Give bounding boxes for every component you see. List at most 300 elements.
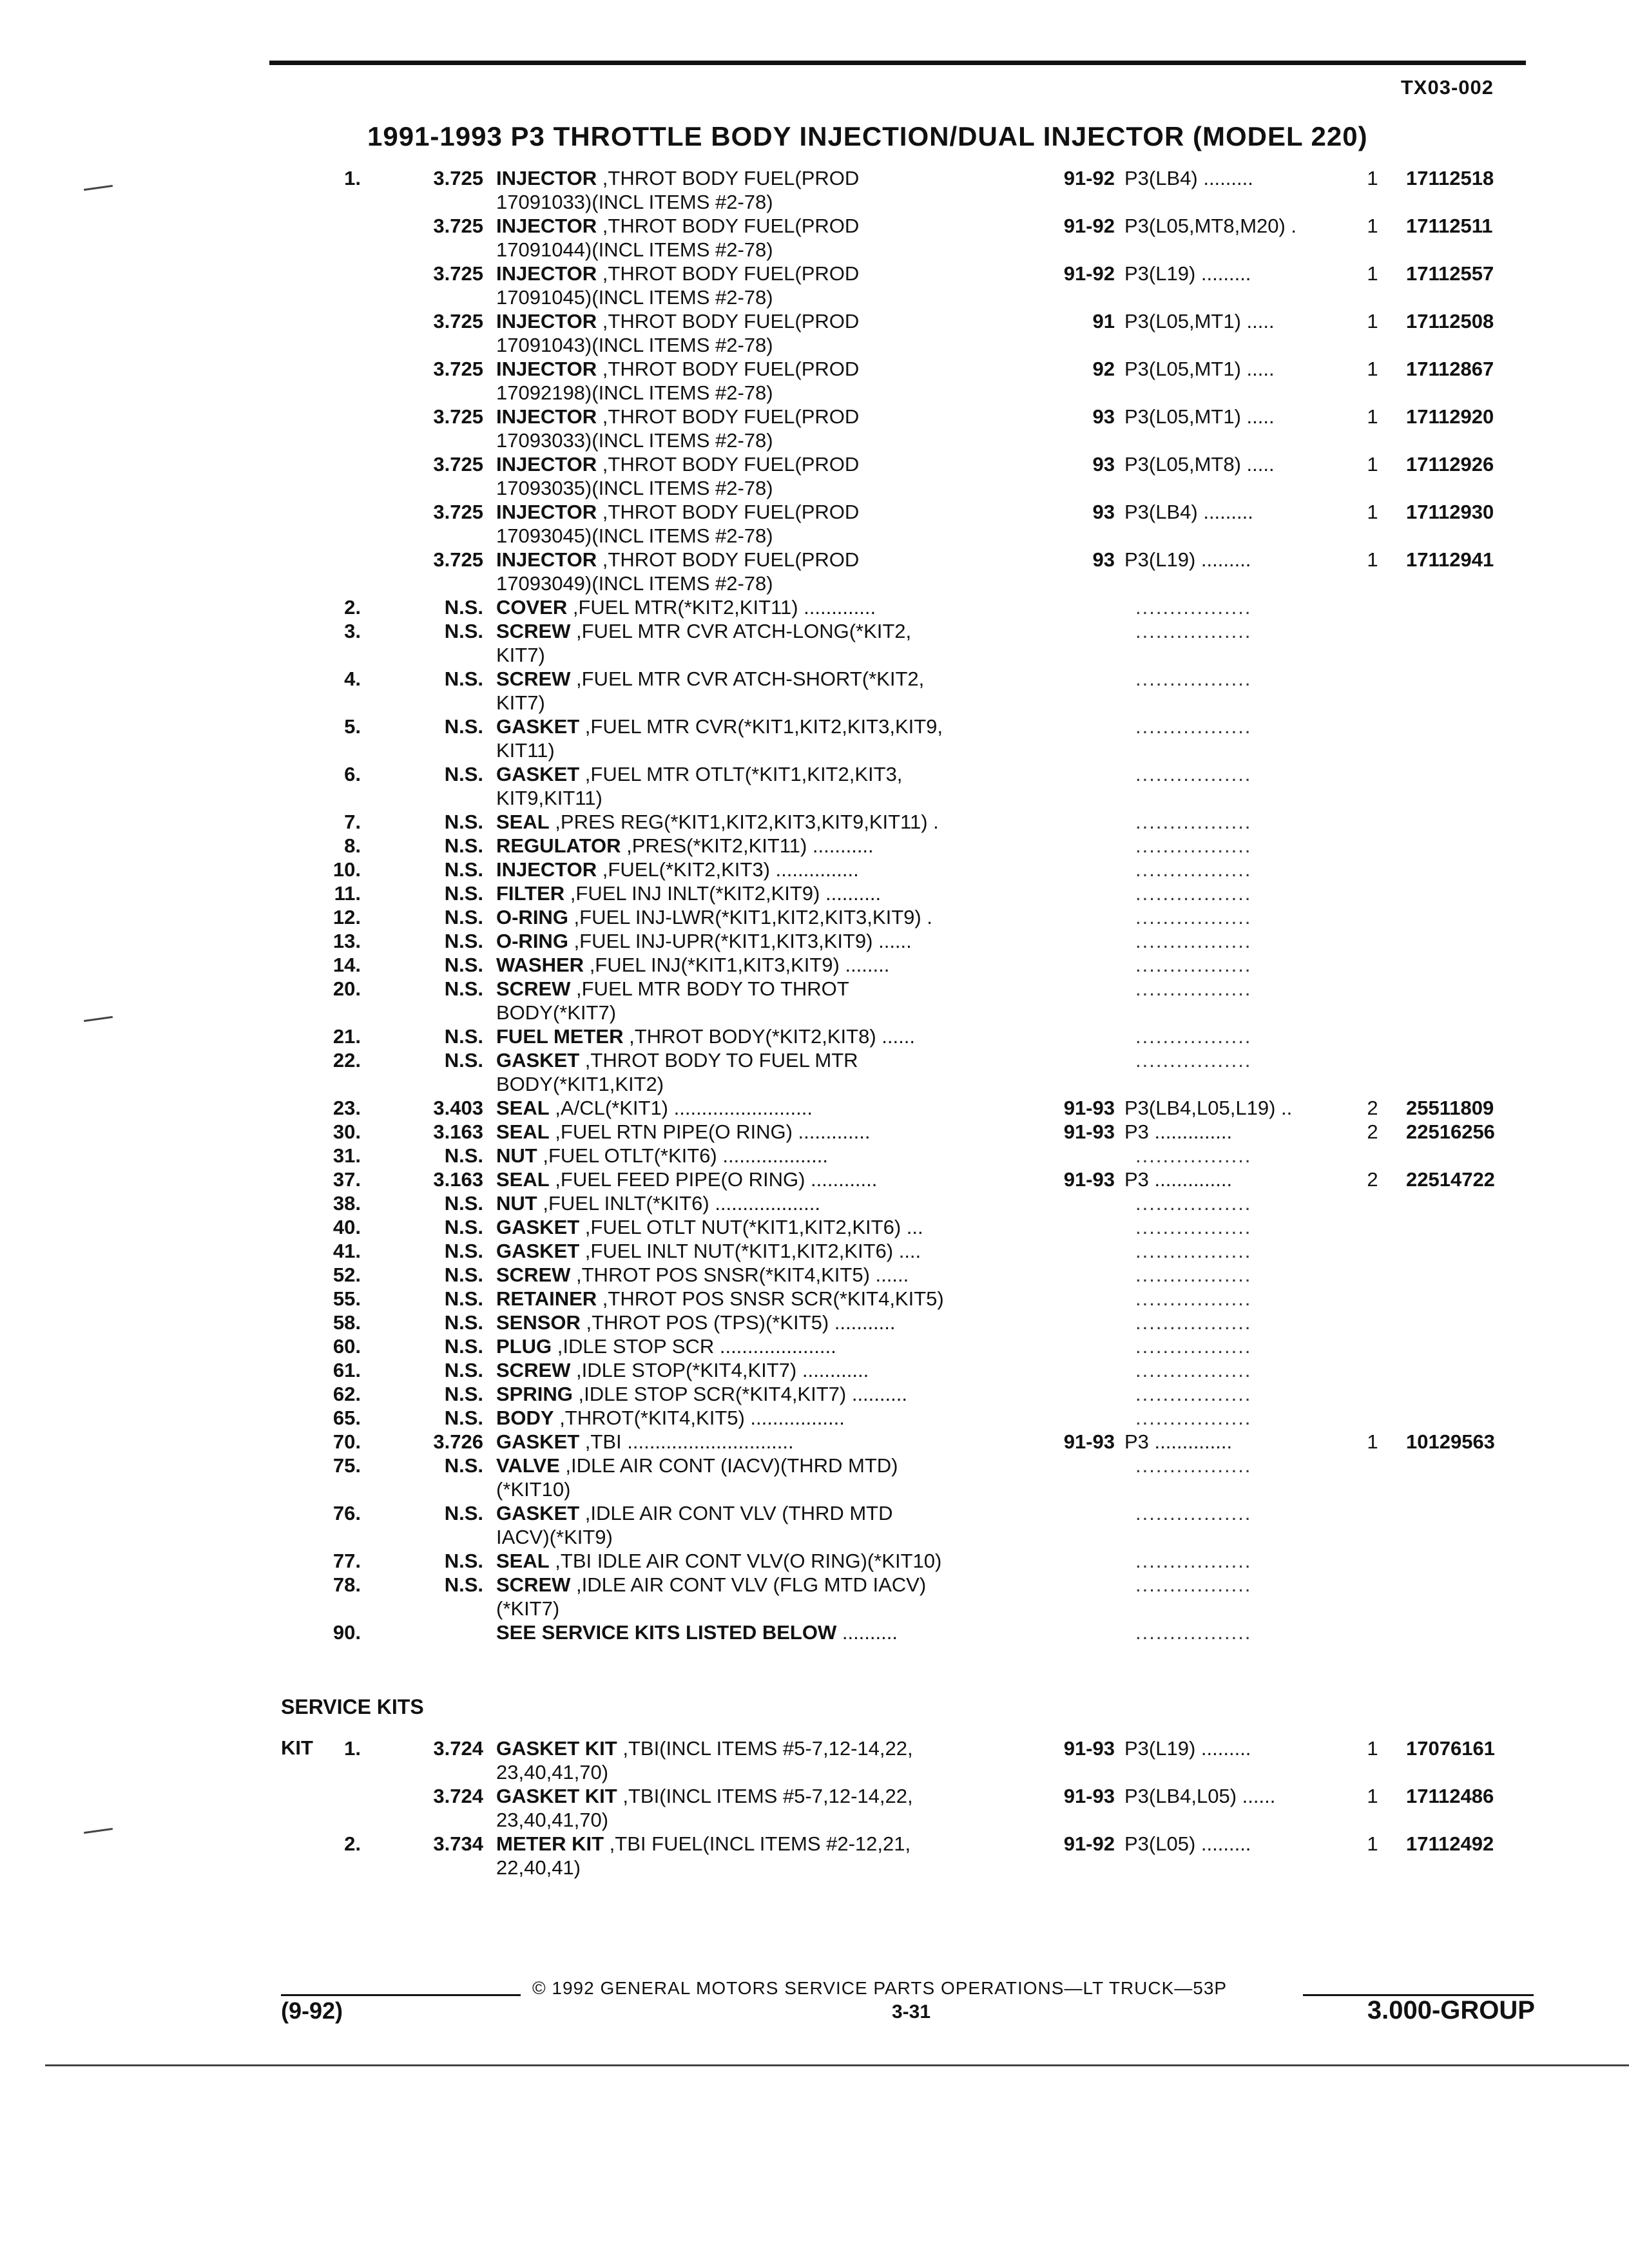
part-name: GASKET (496, 1216, 580, 1238)
item-number: 40. (333, 1216, 361, 1238)
part-description (496, 1168, 1037, 1191)
part-detail: ,THROT BODY FUEL(PROD (597, 548, 860, 571)
item-number: 7. (344, 811, 361, 833)
part-detail: ,FUEL RTN PIPE(O RING) ............. (549, 1120, 871, 1143)
part-name: GASKET KIT (496, 1737, 617, 1760)
group-number: 3.725 (433, 310, 483, 332)
part-detail-continued: KIT7) (496, 644, 545, 666)
item-number: 41. (333, 1240, 361, 1262)
part-name: O-RING (496, 906, 568, 928)
part-number: 17076161 (1406, 1737, 1495, 1760)
part-number: 17112486 (1406, 1785, 1494, 1807)
group-number: N.S. (444, 1550, 483, 1572)
document-code: TX03-002 (1400, 76, 1494, 99)
quantity: 1 (1367, 1430, 1378, 1453)
item-number: 31. (333, 1144, 361, 1167)
part-description (496, 905, 1037, 929)
group-number: N.S. (444, 1264, 483, 1286)
quantity: 1 (1367, 167, 1378, 189)
quantity: 1 (1367, 215, 1378, 237)
item-number: 90. (333, 1621, 361, 1644)
part-name: SCREW (496, 977, 571, 1000)
part-detail: ,THROT BODY FUEL(PROD (597, 501, 860, 523)
part-number: 10129563 (1406, 1430, 1495, 1453)
leader-dots: ................. (1135, 906, 1252, 928)
model-years: 91 (1092, 310, 1115, 332)
service-kits-heading: SERVICE KITS (281, 1695, 424, 1718)
quantity: 1 (1367, 1785, 1378, 1807)
item-number: 2. (344, 1832, 361, 1855)
part-detail: ,FUEL MTR CVR ATCH-SHORT(*KIT2, (570, 668, 925, 690)
part-detail-continued: 23,40,41,70) (496, 1809, 609, 1831)
item-number: 62. (333, 1383, 361, 1405)
group-number: N.S. (444, 882, 483, 905)
part-name: GASKET (496, 1430, 580, 1453)
item-number: 23. (333, 1097, 361, 1119)
part-detail: ,THROT(*KIT4,KIT5) ................. (554, 1407, 845, 1429)
item-number: 77. (333, 1550, 361, 1572)
leader-dots: ................. (1135, 1502, 1252, 1524)
part-description (496, 1263, 1037, 1287)
quantity: 1 (1367, 548, 1378, 571)
part-detail: ,THROT POS SNSR SCR(*KIT4,KIT5) (597, 1287, 944, 1310)
part-detail: ,FUEL MTR OTLT(*KIT1,KIT2,KIT3, (579, 763, 903, 785)
group-number: 3.725 (433, 405, 483, 428)
model-codes: P3(L05) ......... (1124, 1832, 1251, 1855)
leader-dots: ................. (1135, 1407, 1252, 1429)
group-number: N.S. (444, 1025, 483, 1048)
part-name: SENSOR (496, 1311, 581, 1334)
part-detail: ,IDLE STOP(*KIT4,KIT7) ............ (570, 1359, 869, 1381)
quantity: 2 (1367, 1120, 1378, 1143)
item-number: 55. (333, 1287, 361, 1310)
item-number: 14. (333, 954, 361, 976)
part-detail: ,TBI FUEL(INCL ITEMS #2-12,21, (604, 1832, 911, 1855)
quantity: 1 (1367, 358, 1378, 380)
part-description (496, 929, 1037, 953)
part-detail-continued: 17093035)(INCL ITEMS #2-78) (496, 477, 773, 499)
part-description (496, 1120, 1037, 1144)
model-years: 91-92 (1063, 262, 1115, 285)
item-number: 75. (333, 1454, 361, 1477)
item-number: 21. (333, 1025, 361, 1048)
model-codes: P3(L19) ......... (1124, 1737, 1251, 1760)
part-name: VALVE (496, 1454, 560, 1477)
leader-dots: ................. (1135, 1287, 1252, 1310)
leader-dots: ................. (1135, 1621, 1252, 1644)
part-description (496, 1144, 1037, 1168)
group-number: N.S. (444, 977, 483, 1000)
part-name: WASHER (496, 954, 584, 976)
part-name: SCREW (496, 668, 571, 690)
group-number: 3.734 (433, 1832, 483, 1855)
group-number: N.S. (444, 930, 483, 952)
group-number: N.S. (444, 834, 483, 857)
part-name: SCREW (496, 620, 571, 642)
part-description (496, 1358, 1037, 1382)
leader-dots: ................. (1135, 1359, 1252, 1381)
leader-dots: ................. (1135, 1454, 1252, 1477)
quantity: 1 (1367, 1737, 1378, 1760)
model-codes: P3 .............. (1124, 1168, 1233, 1191)
leader-dots: ................. (1135, 1550, 1252, 1572)
item-number: 5. (344, 715, 361, 738)
part-number: 17112508 (1406, 310, 1494, 332)
part-detail: ,THROT BODY FUEL(PROD (597, 405, 860, 428)
leader-dots: ................. (1135, 811, 1252, 833)
group-number: N.S. (444, 1287, 483, 1310)
part-number: 17112518 (1406, 167, 1494, 189)
model-years: 91-92 (1063, 215, 1115, 237)
item-number: 22. (333, 1049, 361, 1072)
model-codes: P3(L05,MT8) ..... (1124, 453, 1275, 476)
part-description (496, 1784, 1037, 1832)
part-description (496, 595, 1037, 619)
part-name: GASKET KIT (496, 1785, 617, 1807)
part-detail: ,FUEL(*KIT2,KIT3) ............... (597, 858, 859, 881)
part-detail: ,THROT BODY FUEL(PROD (597, 262, 860, 285)
part-name: INJECTOR (496, 858, 597, 881)
part-name: SEAL (496, 1168, 550, 1191)
group-number: N.S. (444, 1573, 483, 1596)
leader-dots: ................. (1135, 977, 1252, 1000)
part-detail-continued: IACV)(*KIT9) (496, 1526, 613, 1548)
part-detail-continued: (*KIT10) (496, 1478, 571, 1501)
group-number: N.S. (444, 596, 483, 619)
model-years: 91-92 (1063, 167, 1115, 189)
scan-mark (84, 1828, 113, 1834)
part-detail: ,PRES(*KIT2,KIT11) ........... (621, 834, 874, 857)
group-number: 3.725 (433, 262, 483, 285)
part-detail: ,THROT BODY TO FUEL MTR (579, 1049, 858, 1072)
part-detail-continued: KIT9,KIT11) (496, 787, 602, 809)
part-detail: ,FUEL OTLT(*KIT6) ................... (537, 1144, 829, 1167)
group-number: N.S. (444, 1144, 483, 1167)
part-description (496, 1287, 1037, 1311)
group-number: N.S. (444, 811, 483, 833)
part-name: INJECTOR (496, 215, 597, 237)
part-name: GASKET (496, 1240, 580, 1262)
group-number: N.S. (444, 1335, 483, 1358)
part-name: SEAL (496, 1097, 550, 1119)
item-number: 10. (333, 858, 361, 881)
part-description (496, 214, 1037, 262)
model-codes: P3(LB4,L05) ...... (1124, 1785, 1276, 1807)
part-name: NUT (496, 1144, 537, 1167)
part-detail: ,THROT BODY FUEL(PROD (597, 453, 860, 476)
part-description (496, 1430, 1037, 1454)
part-detail: ,TBI(INCL ITEMS #5-7,12-14,22, (617, 1785, 913, 1807)
group-number: N.S. (444, 668, 483, 690)
part-number: 17112557 (1406, 262, 1494, 285)
copyright-line: © 1992 GENERAL MOTORS SERVICE PARTS OPERATIONS—LT TRUCK—53P (532, 1978, 1228, 1998)
part-detail: ,FUEL MTR BODY TO THROT (570, 977, 849, 1000)
part-detail: ,FUEL MTR(*KIT2,KIT11) ............. (567, 596, 876, 619)
leader-dots: ................. (1135, 1240, 1252, 1262)
part-name: INJECTOR (496, 405, 597, 428)
group-number: N.S. (444, 1502, 483, 1524)
part-name: RETAINER (496, 1287, 597, 1310)
item-number: 2. (344, 596, 361, 619)
model-codes: P3(L05,MT8,M20) . (1124, 215, 1297, 237)
part-description (496, 977, 1037, 1024)
part-description (496, 1191, 1037, 1215)
group-number: N.S. (444, 954, 483, 976)
part-detail: ,IDLE STOP SCR ..................... (552, 1335, 836, 1358)
model-codes: P3 .............. (1124, 1120, 1233, 1143)
part-number: 17112867 (1406, 358, 1494, 380)
group-number: N.S. (444, 715, 483, 738)
part-description (496, 881, 1037, 905)
scan-mark (84, 1016, 113, 1022)
part-description (496, 1382, 1037, 1406)
part-description (496, 1736, 1037, 1784)
part-detail: ,FUEL FEED PIPE(O RING) ............ (549, 1168, 878, 1191)
part-description (496, 166, 1037, 214)
part-name: SCREW (496, 1264, 571, 1286)
part-detail-continued: 22,40,41) (496, 1856, 581, 1879)
model-codes: P3(L19) ......... (1124, 548, 1251, 571)
model-years: 91-93 (1063, 1430, 1115, 1453)
part-detail-continued: 23,40,41,70) (496, 1761, 609, 1783)
item-number: 13. (333, 930, 361, 952)
quantity: 1 (1367, 453, 1378, 476)
part-description (496, 262, 1037, 309)
part-detail: ,THROT POS (TPS)(*KIT5) ........... (580, 1311, 896, 1334)
part-name: SCREW (496, 1573, 571, 1596)
part-name: FUEL METER (496, 1025, 624, 1048)
item-number: 52. (333, 1264, 361, 1286)
group-number: N.S. (444, 1240, 483, 1262)
model-years: 93 (1092, 501, 1115, 523)
part-detail: ,A/CL(*KIT1) ......................... (549, 1097, 813, 1119)
part-number: 22516256 (1406, 1120, 1495, 1143)
part-detail: ,TBI IDLE AIR CONT VLV(O RING)(*KIT10) (549, 1550, 942, 1572)
quantity: 1 (1367, 262, 1378, 285)
part-detail: ,FUEL INLT(*KIT6) ................... (537, 1192, 820, 1215)
part-name: INJECTOR (496, 262, 597, 285)
item-number: 61. (333, 1359, 361, 1381)
model-codes: P3(LB4) ......... (1124, 167, 1253, 189)
group-number: N.S. (444, 763, 483, 785)
part-detail: ,IDLE STOP SCR(*KIT4,KIT7) .......... (572, 1383, 907, 1405)
part-name: SEAL (496, 1550, 550, 1572)
page-number: 3-31 (892, 2001, 931, 2023)
part-name: INJECTOR (496, 310, 597, 332)
quantity: 1 (1367, 310, 1378, 332)
group-number: N.S. (444, 1311, 483, 1334)
model-years: 92 (1092, 358, 1115, 380)
item-number: 78. (333, 1573, 361, 1596)
part-detail-continued: 17093045)(INCL ITEMS #2-78) (496, 524, 773, 547)
leader-dots: ................. (1135, 834, 1252, 857)
group-number: 3.724 (433, 1785, 483, 1807)
part-description (496, 1454, 1037, 1501)
part-detail-continued: KIT7) (496, 691, 545, 714)
part-description (496, 1620, 1037, 1644)
part-description (496, 1215, 1037, 1239)
part-description (496, 405, 1037, 452)
part-name: GASKET (496, 763, 580, 785)
part-number: 17112930 (1406, 501, 1494, 523)
part-detail: ,TBI(INCL ITEMS #5-7,12-14,22, (617, 1737, 913, 1760)
group-number: 3.725 (433, 548, 483, 571)
group-number: 3.725 (433, 215, 483, 237)
group-number: N.S. (444, 906, 483, 928)
group-number: 3.725 (433, 358, 483, 380)
part-description (496, 858, 1037, 881)
top-rule (269, 61, 1526, 65)
model-years: 91-93 (1063, 1120, 1115, 1143)
leader-dots: ................. (1135, 1311, 1252, 1334)
part-name: COVER (496, 596, 568, 619)
group-number: 3.163 (433, 1168, 483, 1191)
model-years: 91-93 (1063, 1785, 1115, 1807)
part-name: METER KIT (496, 1832, 604, 1855)
leader-dots: ................. (1135, 1573, 1252, 1596)
part-name: INJECTOR (496, 548, 597, 571)
footer-rule-left (281, 1994, 521, 1996)
group-number: N.S. (444, 1192, 483, 1215)
part-detail: ,TBI .............................. (579, 1430, 794, 1453)
part-detail: ,FUEL MTR CVR(*KIT1,KIT2,KIT3,KIT9, (579, 715, 943, 738)
part-detail-continued: 17093049)(INCL ITEMS #2-78) (496, 572, 773, 595)
part-detail-continued: BODY(*KIT1,KIT2) (496, 1073, 664, 1095)
model-codes: P3(L05,MT1) ..... (1124, 405, 1275, 428)
part-detail-continued: 17093033)(INCL ITEMS #2-78) (496, 429, 773, 452)
leader-dots: ................. (1135, 620, 1252, 642)
model-codes: P3(L05,MT1) ..... (1124, 310, 1275, 332)
part-detail-continued: 17091044)(INCL ITEMS #2-78) (496, 238, 773, 261)
part-description (496, 834, 1037, 858)
part-description (496, 762, 1037, 810)
part-detail: ,THROT BODY FUEL(PROD (597, 310, 860, 332)
part-detail: ,THROT BODY FUEL(PROD (597, 167, 860, 189)
part-detail-continued: BODY(*KIT7) (496, 1001, 617, 1024)
part-description (496, 452, 1037, 500)
part-detail-continued: 17091045)(INCL ITEMS #2-78) (496, 286, 773, 309)
quantity: 1 (1367, 501, 1378, 523)
model-years: 91-93 (1063, 1737, 1115, 1760)
part-name: NUT (496, 1192, 537, 1215)
part-description (496, 1334, 1037, 1358)
scan-mark (84, 185, 113, 191)
item-number: 12. (333, 906, 361, 928)
item-number: 38. (333, 1192, 361, 1215)
part-number: 17112511 (1406, 215, 1493, 237)
leader-dots: ................. (1135, 1144, 1252, 1167)
model-years: 91-93 (1063, 1168, 1115, 1191)
part-name: REGULATOR (496, 834, 621, 857)
model-years: 91-92 (1063, 1832, 1115, 1855)
group-number: N.S. (444, 620, 483, 642)
part-detail: ,FUEL INJ INLT(*KIT2,KIT9) .......... (564, 882, 882, 905)
part-description (496, 1024, 1037, 1048)
model-codes: P3(LB4) ......... (1124, 501, 1253, 523)
part-description (496, 953, 1037, 977)
leader-dots: ................. (1135, 930, 1252, 952)
part-number: 17112941 (1406, 548, 1494, 571)
part-name: O-RING (496, 930, 568, 952)
model-codes: P3(L05,MT1) ..... (1124, 358, 1275, 380)
part-name: GASKET (496, 1049, 580, 1072)
part-name: PLUG (496, 1335, 552, 1358)
item-number: 30. (333, 1120, 361, 1143)
leader-dots: ................. (1135, 882, 1252, 905)
group-number: N.S. (444, 858, 483, 881)
part-detail: ,FUEL INJ(*KIT1,KIT3,KIT9) ........ (584, 954, 890, 976)
part-description (496, 309, 1037, 357)
part-description (496, 1311, 1037, 1334)
part-name: SCREW (496, 1359, 571, 1381)
leader-dots: ................. (1135, 1335, 1252, 1358)
part-number: 17112926 (1406, 453, 1494, 476)
part-description (496, 810, 1037, 834)
model-codes: P3(LB4,L05,L19) .. (1124, 1097, 1293, 1119)
group-number: N.S. (444, 1383, 483, 1405)
part-detail: ,FUEL INLT NUT(*KIT1,KIT2,KIT6) .... (579, 1240, 921, 1262)
part-description (496, 357, 1037, 405)
item-number: 4. (344, 668, 361, 690)
group-number: 3.000-GROUP (1367, 1996, 1535, 2024)
leader-dots: ................. (1135, 1049, 1252, 1072)
model-years: 93 (1092, 453, 1115, 476)
kit-label: KIT (281, 1736, 313, 1759)
part-detail: ,FUEL OTLT NUT(*KIT1,KIT2,KIT6) ... (579, 1216, 923, 1238)
leader-dots: ................. (1135, 596, 1252, 619)
model-years: 91-93 (1063, 1097, 1115, 1119)
item-number: 20. (333, 977, 361, 1000)
quantity: 2 (1367, 1168, 1378, 1191)
item-number: 1. (344, 167, 361, 189)
group-number: 3.163 (433, 1120, 483, 1143)
part-detail: ,FUEL INJ-LWR(*KIT1,KIT2,KIT3,KIT9) . (568, 906, 932, 928)
part-detail: ,FUEL INJ-UPR(*KIT1,KIT3,KIT9) ...... (568, 930, 912, 952)
item-number: 8. (344, 834, 361, 857)
revision-date: (9-92) (281, 1997, 343, 2024)
leader-dots: ................. (1135, 1264, 1252, 1286)
part-number: 22514722 (1406, 1168, 1495, 1191)
part-number: 17112920 (1406, 405, 1494, 428)
part-name: INJECTOR (496, 453, 597, 476)
part-detail-continued: KIT11) (496, 739, 555, 762)
leader-dots: ................. (1135, 1383, 1252, 1405)
group-number: N.S. (444, 1049, 483, 1072)
model-years: 93 (1092, 405, 1115, 428)
part-detail-continued: 17091033)(INCL ITEMS #2-78) (496, 191, 773, 213)
part-description (496, 1549, 1037, 1573)
group-number: 3.725 (433, 501, 483, 523)
model-codes: P3(L19) ......... (1124, 262, 1251, 285)
group-number: N.S. (444, 1359, 483, 1381)
part-description (496, 548, 1037, 595)
item-number: 70. (333, 1430, 361, 1453)
quantity: 1 (1367, 405, 1378, 428)
part-description (496, 667, 1037, 715)
part-detail-continued: (*KIT7) (496, 1597, 560, 1620)
part-description (496, 1501, 1037, 1549)
group-number: N.S. (444, 1407, 483, 1429)
group-number: N.S. (444, 1216, 483, 1238)
item-number: 3. (344, 620, 361, 642)
part-detail: ,THROT BODY FUEL(PROD (597, 215, 860, 237)
part-detail: ,THROT BODY(*KIT2,KIT8) ...... (623, 1025, 915, 1048)
item-number: 1. (344, 1737, 361, 1760)
part-description (496, 1573, 1037, 1620)
item-number: 11. (334, 882, 361, 905)
part-description (496, 1239, 1037, 1263)
model-years: 93 (1092, 548, 1115, 571)
